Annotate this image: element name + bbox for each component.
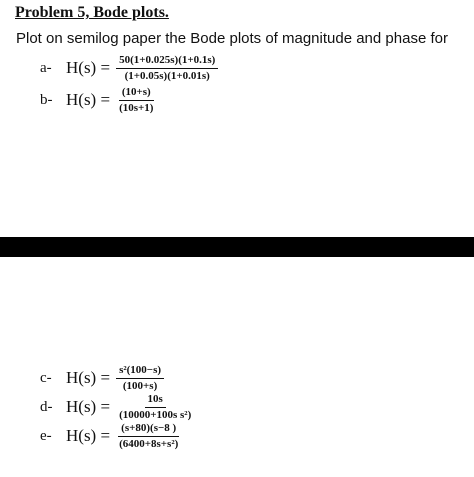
transfer-function-symbol: H(s) = <box>66 426 111 445</box>
fraction <box>116 422 181 451</box>
equation-label: a- <box>40 59 52 76</box>
equation-a <box>40 50 218 86</box>
equation-label: b- <box>40 91 53 108</box>
transfer-function-symbol: H(s) = <box>66 397 111 416</box>
problem-title: Problem 5, Bode plots. <box>15 4 169 21</box>
denominator: (6400+8s+s²) <box>119 437 179 450</box>
black-band <box>0 237 474 257</box>
transfer-function-symbol: H(s) = <box>66 90 111 109</box>
numerator: 50(1+0.025s)(1+0.1s) <box>116 54 218 69</box>
equation-label: c- <box>40 369 52 386</box>
transfer-function-symbol: H(s) = <box>66 368 111 387</box>
numerator: (10+s) <box>119 86 154 101</box>
equation-e <box>40 418 181 454</box>
equation-label: e- <box>40 427 52 444</box>
numerator: s²(100−s) <box>116 364 164 379</box>
denominator: (10000+100s s²) <box>119 408 192 421</box>
numerator: 10s <box>145 393 166 408</box>
fraction <box>116 54 218 83</box>
fraction <box>116 86 156 115</box>
equation-label: d- <box>40 398 53 415</box>
problem-intro: Plot on semilog paper the Bode plots of magnitude and phase for <box>16 30 448 47</box>
transfer-function-symbol: H(s) = <box>66 58 111 77</box>
numerator: (s+80)(s−8 ) <box>118 422 179 437</box>
equation-b <box>40 82 156 118</box>
denominator: (10s+1) <box>119 101 154 114</box>
denominator: (1+0.05s)(1+0.01s) <box>124 69 210 82</box>
denominator: (100+s) <box>122 379 158 392</box>
